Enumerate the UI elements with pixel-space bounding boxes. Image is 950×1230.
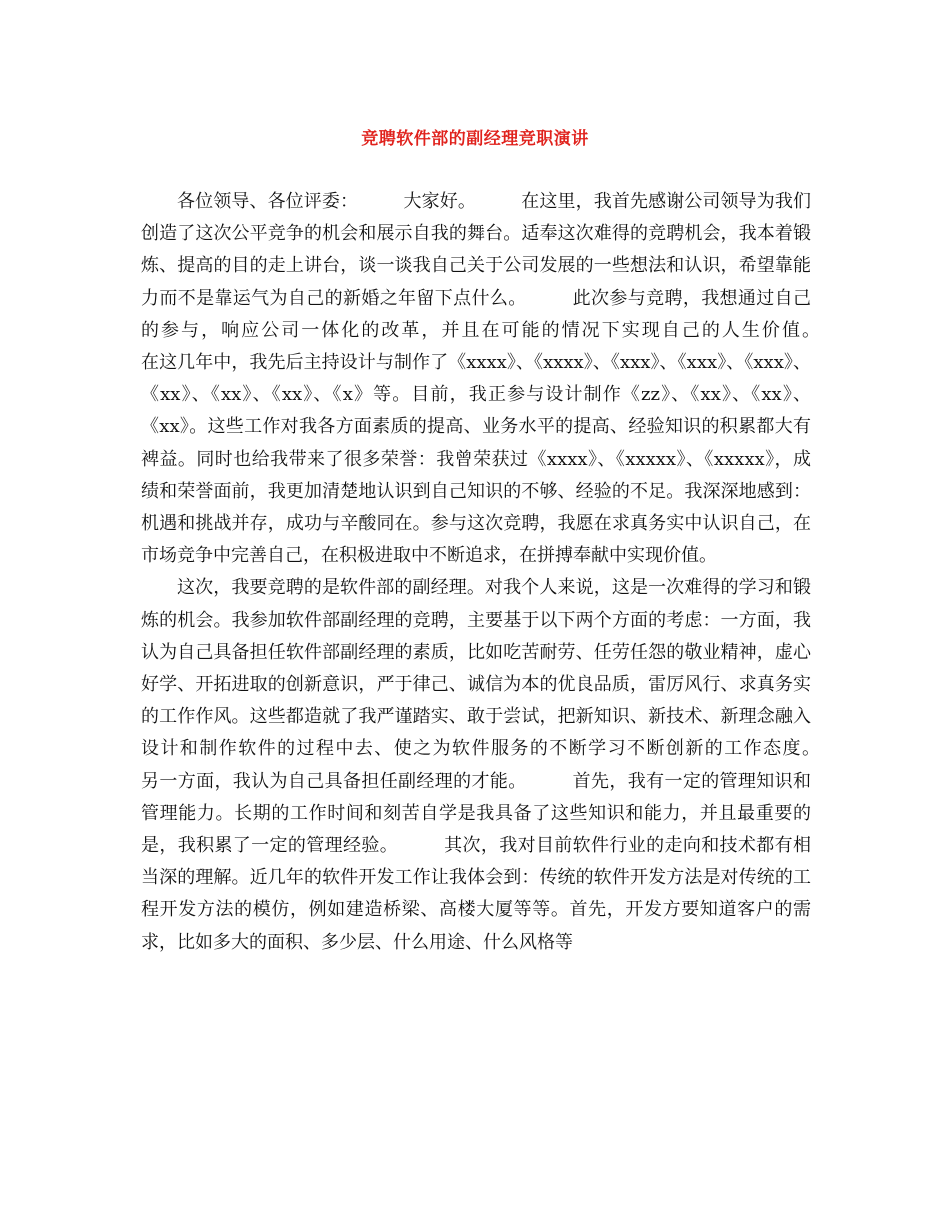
document-body — [141, 186, 865, 959]
paragraph-1: 各位领导、各位评委： 大家好。 在这里，我首先感谢公司领导为我们创造了这次公平竞争的机会和展示自我的舞台。适奉这次难得的竞聘机会，我本着锻炼、提高的目的走上讲台，谈一谈我自己关于公司发展的一些想法和认识，希望靠能力而不是靠运气为自己的新婚之年留下点什么。 此次参与竞聘，我想通过自己的参与，响应公司一体化的改革，并且在可能的情况下实现自己的人生价值。 在这几年中，我先后主持设计与制作了《xxxx》、《xxxx》、《xxx》、《xxx》、《xxx》、《xx》、《xx》、《xx》、《x》等。目前，我正参与设计制作《zz》、《xx》、《xx》、《xx》。这些工作对我各方面素质的提高、业务水平的提高、经验知识的积累都大有裨益。同时也给我带来了很多荣誉：我曾荣获过《xxxx》、《xxxxx》、《xxxxx》，成绩和荣誉面前，我更加清楚地认识到自己知识的不够、经验的不足。我深深地感到：机遇和挑战并存，成功与辛酸同在。参与这次竞聘，我愿在求真务实中认识自己，在市场竞争中完善自己，在积极进取中不断追求，在拼搏奉献中实现价值。 — [141, 191, 865, 567]
document-title: 竞聘软件部的副经理竞职演讲 — [361, 129, 589, 149]
paragraph-2: 这次，我要竞聘的是软件部的副经理。对我个人来说，这是一次难得的学习和锻炼的机会。我参加软件部副经理的竞聘，主要基于以下两个方面的考虑：一方面，我认为自己具备担任软件部副经理的素质，比如吃苦耐劳、任劳任怨的敬业精神，虚心好学、开拓进取的创新意识，严于律己、诚信为本的优良品质，雷厉风行、求真务实的工作作风。这些都造就了我严谨踏实、敢于尝试，把新知识、新技术、新理念融入设计和制作软件的过程中去、使之为软件服务的不断学习不断创新的工作态度。 另一方面，我认为自己具备担任副经理的才能。 首先，我有一定的管理知识和管理能力。长期的工作时间和刻苦自学是我具备了这些知识和能力，并且最重要的是，我积累了一定的管理经验。 其次，我对目前软件行业的走向和技术都有相当深的理解。近几年的软件开发工作让我体会到：传统的软件开发方法是对传统的工程开发方法的模仿，例如建造桥梁、高楼大厦等等。首先，开发方要知道客户的需求，比如多大的面积、多少层、什么用途、什么风格等 — [141, 577, 865, 953]
